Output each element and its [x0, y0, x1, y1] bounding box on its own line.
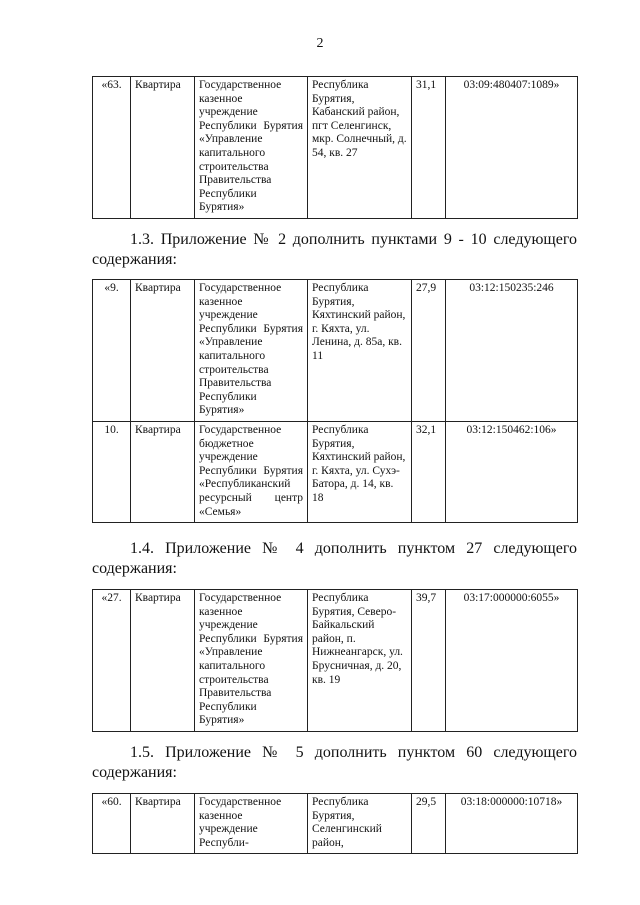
object-type: Квартира: [131, 421, 195, 522]
object-address: Республика Бурятия, Кяхтинский район, г. Кяхта, ул. Сухэ-Батора, д. 14, кв. 18: [308, 421, 412, 522]
table-row: [93, 590, 578, 732]
amendment-paragraph: 1.5. Приложение № 5 дополнить пунктом 60 следующего содержания:: [92, 744, 577, 781]
object-address: Республика Бурятия, Северо-Байкальский район, п. Нижнеангарск, ул. Брусничная, д. 20, кв. 19: [308, 590, 412, 732]
object-address: Республика Бурятия, Кяхтинский район, г. Кяхта, ул. Ленина, д. 85а, кв. 11: [308, 280, 412, 422]
holder-organization: Государственное казенное учреждение Республи-: [195, 794, 308, 854]
item-number: «63.: [93, 77, 131, 219]
object-area: 29,5: [412, 794, 446, 854]
cadastral-number: 03:12:150235:246: [446, 280, 578, 422]
holder-organization: Государственное казенное учреждение Республики Бурятия «Управление капитального строительства Правительства Республики Бурятия»: [195, 590, 308, 732]
page-number: 2: [316, 36, 324, 51]
table-row: [93, 421, 578, 522]
object-type: Квартира: [131, 280, 195, 422]
object-address: Республика Бурятия, Селенгинский район,: [308, 794, 412, 854]
object-area: 27,9: [412, 280, 446, 422]
amendment-paragraph: 1.4. Приложение № 4 дополнить пунктом 27 следующего содержания:: [92, 540, 577, 577]
object-type: Квартира: [131, 590, 195, 732]
registry-table-1: [92, 76, 578, 219]
item-number: «27.: [93, 590, 131, 732]
object-type: Квартира: [131, 794, 195, 854]
registry-table-4: [92, 793, 578, 854]
item-number: 10.: [93, 421, 131, 522]
holder-organization: Государственное бюджетное учреждение Республики Бурятия «Республиканский ресурсный центр «Семья»: [195, 421, 308, 522]
object-type: Квартира: [131, 77, 195, 219]
table-row: [93, 280, 578, 422]
object-area: 32,1: [412, 421, 446, 522]
holder-organization: Государственное казенное учреждение Республики Бурятия «Управление капитального строительства Правительства Республики Бурятия»: [195, 280, 308, 422]
item-number: «9.: [93, 280, 131, 422]
cadastral-number: 03:18:000000:10718»: [446, 794, 578, 854]
object-area: 31,1: [412, 77, 446, 219]
registry-table-3: [92, 589, 578, 732]
object-area: 39,7: [412, 590, 446, 732]
item-number: «60.: [93, 794, 131, 854]
cadastral-number: 03:09:480407:1089»: [446, 77, 578, 219]
cadastral-number: 03:17:000000:6055»: [446, 590, 578, 732]
amendment-paragraph: 1.3. Приложение № 2 дополнить пунктами 9 - 10 следующего содержания:: [92, 231, 577, 268]
cadastral-number: 03:12:150462:106»: [446, 421, 578, 522]
table-row: [93, 77, 578, 219]
registry-table-2: [92, 279, 578, 523]
object-address: Республика Бурятия, Кабанский район, пгт Селенгинск, мкр. Солнечный, д. 54, кв. 27: [308, 77, 412, 219]
holder-organization: Государственное казенное учреждение Республики Бурятия «Управление капитального строительства Правительства Республики Бурятия»: [195, 77, 308, 219]
table-row: [93, 794, 578, 854]
